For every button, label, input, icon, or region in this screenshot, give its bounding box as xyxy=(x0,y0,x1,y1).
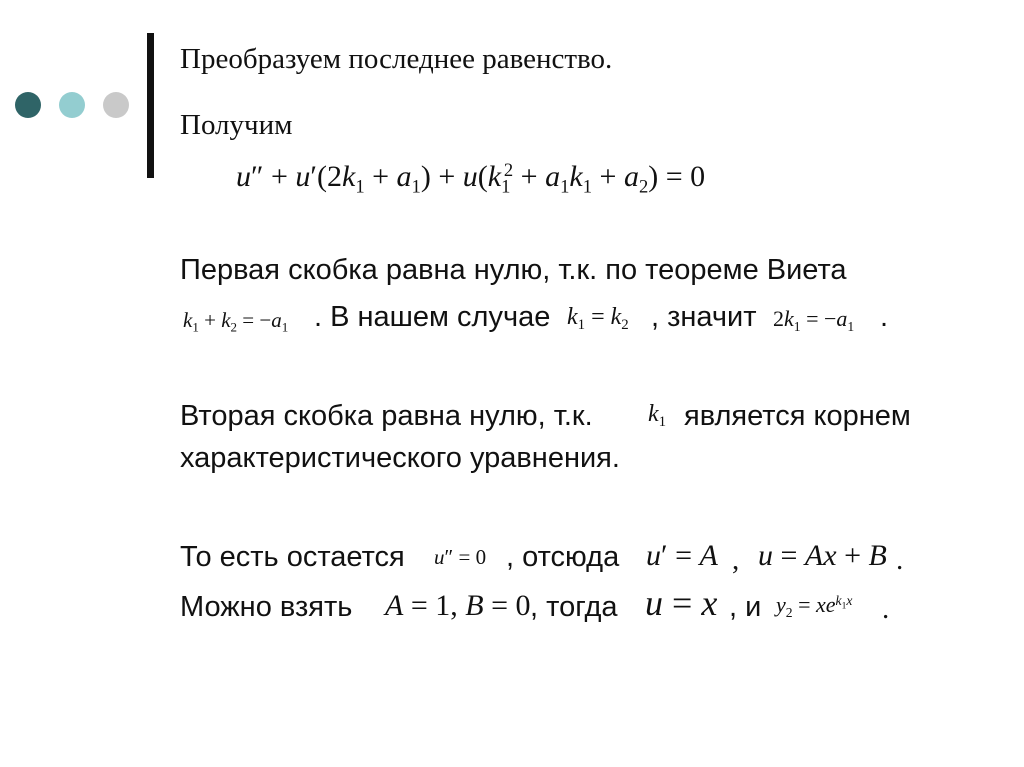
decor-vertical-bar xyxy=(147,33,154,178)
text-line-8-c: , и xyxy=(729,591,762,623)
formula-k-equal: $k_1 = k_2$ xyxy=(567,304,629,334)
text-line-6: характеристического уравнения. xyxy=(180,442,620,474)
formula-2k1: $2k_1 = -a_1$ xyxy=(773,306,855,334)
formula-y2: $y_2 = xe^{k_1x}$ xyxy=(776,592,853,620)
text-line-8-d: . xyxy=(882,593,890,625)
text-line-1: Преобразуем последнее равенство. xyxy=(180,43,613,75)
text-line-5-b: является корнем xyxy=(684,400,911,432)
text-line-4-a: . В нашем случае xyxy=(314,301,551,333)
text-line-2: Получим xyxy=(180,109,293,141)
text-line-4-c: . xyxy=(880,301,889,333)
decor-dot-gray xyxy=(103,92,129,118)
formula-u-prime-A: u′ = A xyxy=(646,539,718,572)
text-line-4-b: , значит xyxy=(651,301,757,333)
text-line-7-d: . xyxy=(896,544,904,576)
formula-u-Ax-B: u = Ax + B xyxy=(758,539,887,572)
text-line-8-a: Можно взять xyxy=(180,591,353,623)
formula-vieta: $k_1 + k_2 = -a_1$ xyxy=(183,308,289,335)
formula-k1: $k_1$ xyxy=(648,401,667,431)
formula-A1-B0: A = 1, B = 0 xyxy=(385,589,531,622)
text-line-7-c: , xyxy=(732,544,740,576)
text-line-7-a: То есть остается xyxy=(180,541,405,573)
formula-u-second-zero: u″ = 0 xyxy=(434,545,487,569)
text-line-5-a: Вторая скобка равна нулю, т.к. xyxy=(180,400,593,432)
text-line-3: Первая скобка равна нулю, т.к. по теореме Виета xyxy=(180,254,847,286)
text-line-8-b: , тогда xyxy=(530,591,618,623)
decor-dot-dark xyxy=(15,92,41,118)
decor-dot-light xyxy=(59,92,85,118)
formula-u-x: u = x xyxy=(645,583,718,623)
text-line-7-b: , отсюда xyxy=(506,541,620,573)
main-equation: $u'' + u'(2k_1 + a_1) + u(k_1^2 + a_1k_1 + a_2) = 0$ xyxy=(236,159,706,198)
